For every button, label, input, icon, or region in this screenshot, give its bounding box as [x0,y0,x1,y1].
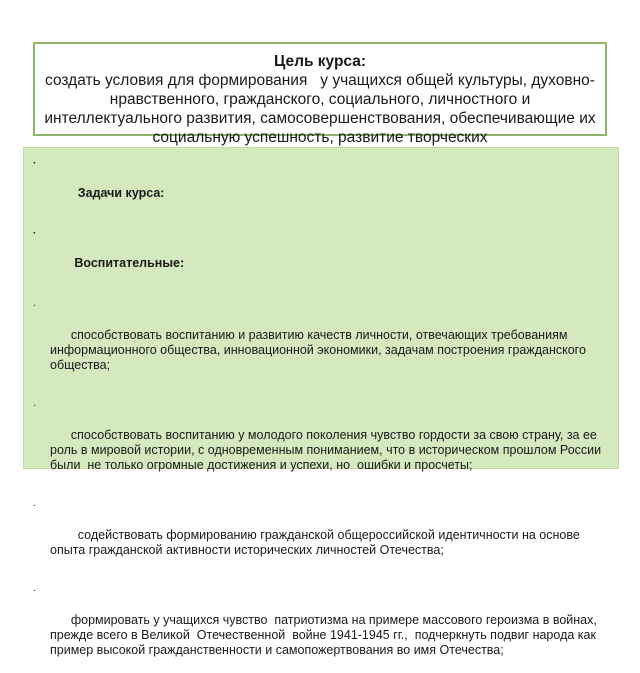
task-item-text: содействовать формированию гражданской общероссийской идентичности на основе опыта гражданской активности исторических личностей Отечества; [50,528,594,557]
task-item [24,498,610,573]
task-item [24,298,610,388]
course-goal-box [33,42,607,146]
tasks-heading-text: Задачи курса: [70,186,165,200]
bullet-icon: · [33,500,37,511]
bullet-icon: · [33,158,37,169]
tasks-list [24,148,618,673]
bullet-icon: · [33,585,37,596]
task-item [24,398,610,488]
task-item [24,583,610,673]
bullet-icon: · [33,400,37,411]
tasks-subheading-text: Воспитательные: [70,256,185,270]
task-item-text: формировать у учащихся чувство патриотизма на примере массового героизма в войнах, прежде всего в Великой Отечественной войне 1941-1945 гг., подчеркнуть подвиг народа как пример высокой гражданственности и самопожертвования во имя Отечества; [50,613,601,657]
tasks-subheading [24,226,610,286]
task-item-text: способствовать воспитанию у молодого поколения чувство гордости за свою страну, за ее роль в мировой истории, с одновременным пониманием, что в историческом прошлом России были не только огромные достижения и успехи, но ошибки и просчеты; [50,428,605,472]
course-goal-text: создать условия для формирования у учащихся общей культуры, духовно-нравственного, гражданского, социального, личностного и интеллектуального развития, самосовершенствования, обеспечивающие их социальную успешность, развитие творческих [44,72,600,146]
course-tasks-box [23,147,619,657]
bullet-icon: · [33,300,37,311]
bullet-icon: · [33,228,37,239]
task-item-text: способствовать воспитанию и развитию качеств личности, отвечающих требованиям информационного общества, инновационной экономики, задачам построения гражданского общества; [50,328,590,372]
course-goal-title: Цель курса: [273,53,367,70]
tasks-heading [24,156,610,216]
